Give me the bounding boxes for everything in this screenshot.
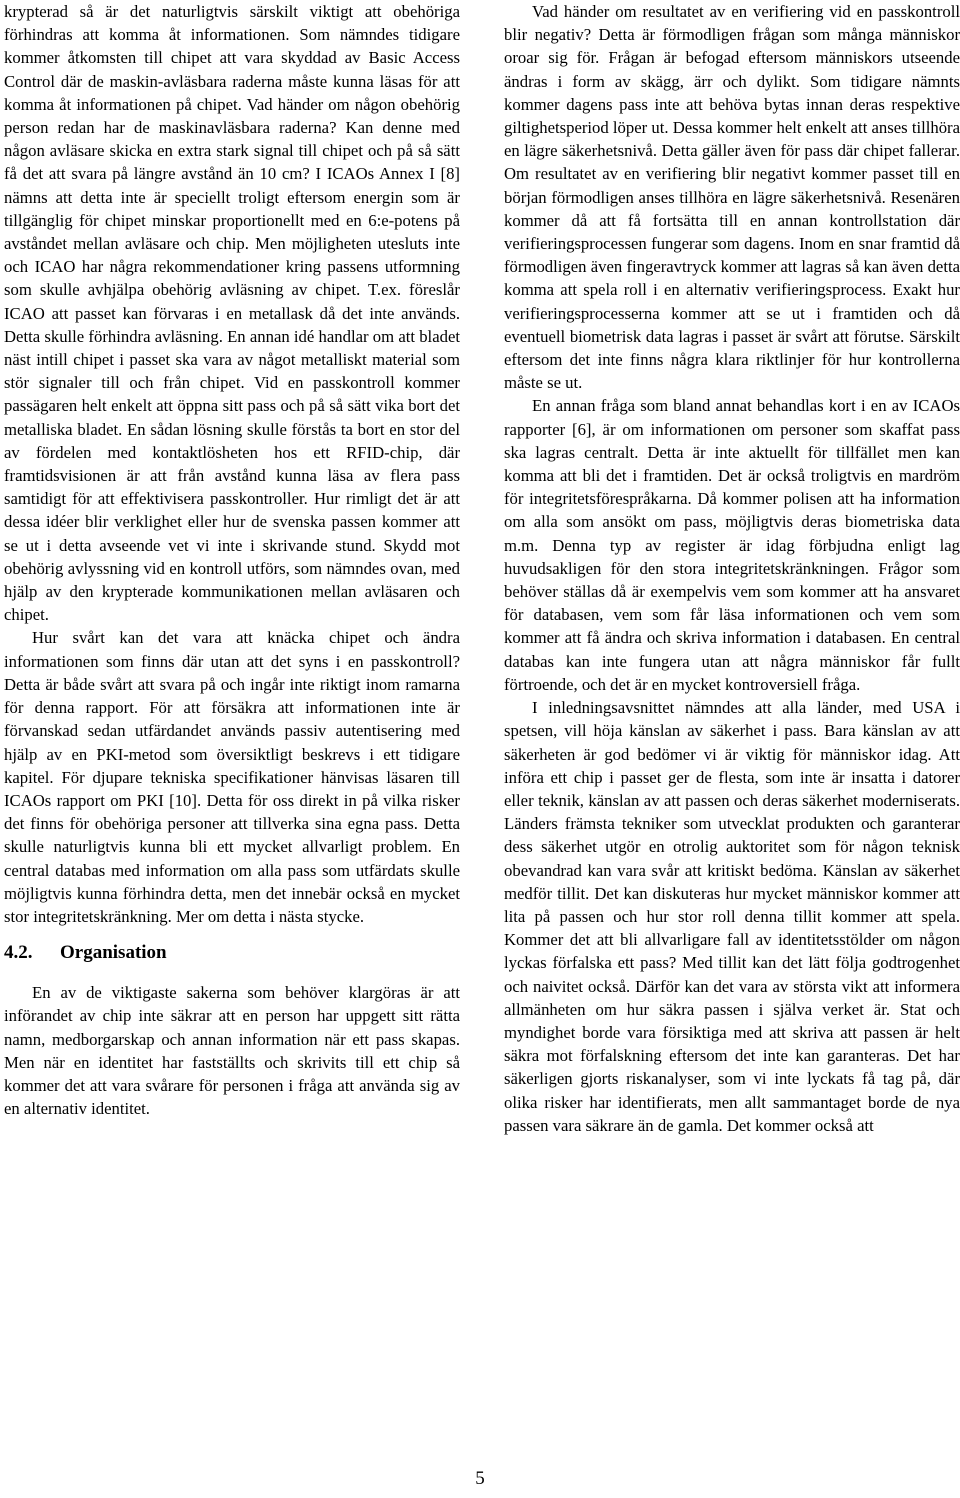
section-heading	[4, 942, 460, 964]
page-number: 5	[475, 1468, 485, 1489]
body-paragraph: Vad händer om resultatet av en verifiering vid en passkontroll blir negativ? Detta är förmodligen frågan som många människor oroar sig för. Frågan är befogad eftersom människors utseende ändras i form av skägg, ärr och dylikt. Som tidigare nämnts kommer dagens pass inte att behöva bytas innan deras respektive giltighetsperiod löper ut. Dessa kommer helt enkelt att anses tillhöra en lägre säkerhetsnivå. Detta gäller även för pass där chipet fallerar. Om resultatet av en verifiering blir negativt kommer passet till en början förmodligen anses tillhöra en lägre säkerhetsnivå. Resenären kommer då att få fortsätta till en annan kontrollstation där verifieringsprocessen fungerar som dagens. Inom en snar framtid då förmodligen även fingeravtryck kommer att lagras så kan även detta komma att spela roll i en alternativ verifieringsprocess. Exakt hur verifieringsprocesserna kommer att se ut i framtiden och då eventuell biometrisk data lagras i passet är svårt att förutse. Särskilt eftersom det inte finns några klara riktlinjer för hur kontrollerna måste se ut.	[504, 2, 960, 393]
section-number: 4.2.	[4, 942, 33, 964]
left-column	[4, 0, 460, 1120]
body-paragraph: I inledningsavsnittet nämndes att alla länder, med USA i spetsen, vill höja känslan av säkerhet i pass. Bara känslan av att säkerheten är god bedömer vi är viktig för människor idag. Att införa ett chip i passet ger de flesta, som inte är insatta i datorer eller teknik, känslan av att passen och deras säkerhet moderniserats. Länders främsta tekniker som utvecklat produkten och garanterar dess säkerhet utgör en otrolig auktoritet som för någon teknisk obevandrad kan vara svår att kritiskt bedöma. Känslan av säkerhet medför tillit. Det kan diskuteras hur mycket människor kommer att lita på passen och hur stor roll denna tillit kommer att spela. Kommer det att bli allvarligare fall av identitetsstölder om någon lyckas förfalska ett pass? Med tillit kan det lätt följa godtrogenhet och naivitet också. Därför kan det vara av största vikt att informera allmänheten om hur säkra passen i själva verket är. Stat och myndighet borde vara försiktiga med att skriva att passen är helt säkra mot förfalskning eftersom det inte kan garanteras. Det har säkerligen gjorts riskanalyser, som vi inte lyckats få tag på, där olika risker har identifierats, men allt sammantaget borde de nya passen vara säkrare än de gamla. Det kommer också att	[504, 698, 960, 1135]
body-paragraph: Hur svårt kan det vara att knäcka chipet och ändra informationen som finns där utan att det syns i en passkontroll? Detta är både svårt att svara på och ingår inte riktigt inom ramarna för denna rapport. För att försäkra att informationen inte är förvanskad sedan utfärdandet används passiv autentisering med hjälp av en PKI-metod som översiktligt beskrevs i ett tidigare kapitel. För djupare tekniska specifikationer hänvisas läsaren till ICAOs rapport om PKI [10]. Detta för oss direkt in på vilka risker det finns för obehöriga personer att tillverka sina egna pass. Detta skulle naturligtvis kunna bli ett mycket allvarligt problem. En central databas med information om alla pass som utfärdats skulle möjligtvis kunna förhindra detta, men det innebär också en mycket stor integritetskränkning. Mer om detta i nästa stycke.	[4, 628, 460, 926]
body-paragraph: En av de viktigaste sakerna som behöver klargöras är att införandet av chip inte säkrar att en person har uppgett sitt rätta namn, medborgarskap och annan information när ett pass skapas. Men när en identitet har fastställts och skrivits till ett chip så kommer det att vara svårare för personen i fråga att använda sig av en alternativ identitet.	[4, 983, 460, 1119]
section-title: Organisation	[60, 942, 167, 964]
body-paragraph: krypterad så är det naturligtvis särskilt viktigt att obehöriga förhindras att komma åt informationen. Som nämndes tidigare kommer åtkomsten till chipet att vara skyddad av Basic Access Control där de maskin-avläsbara raderna måste kunna läsas för att komma åt informationen på chipet. Vad händer om någon obehörig person redan har de maskinavläsbara raderna? Kan denne med någon avläsare skicka en extra stark signal till chipet och på så sätt få det att svara på längre avstånd än 10 cm? I ICAOs Annex I [8] nämns att detta inte är speciellt troligt eftersom energin som är tillgänglig för chipet minskar proportionellt med en 6:e-potens på avståndet mellan avläsare och chip. Men möjligheten utesluts inte och ICAO har några rekommendationer kring passens utformning som skulle avhjälpa obehörig avläsning av chipet. T.ex. föreslår ICAO att passet kan förvaras i en metallask då det inte används. Detta skulle förhindra avläsning. En annan idé handlar om att bladet näst intill chipet i passet ska vara av något metalliskt material som stör signaler till och från chipet. Vid en passkontroll kommer passägaren helt enkelt att öppna sitt pass och på så sätt vika bort det metalliska bladet. En sådan lösning skulle förstås ta bort en stor del av fördelen med kontaktlösheten hos ett RFID-chip, där framtidsvisionen är att från avstånd kunna läsa av flera pass samtidigt för att effektivisera passkontroller. Hur rimligt det är att dessa idéer blir verklighet eller hur de svenska passen kommer att se ut i detta avseende vet vi inte i skrivande stund. Skydd mot obehörig avlyssning vid en kontroll utförs, som nämndes ovan, med hjälp av den krypterade kommunikationen mellan avläsaren och chipet.	[4, 2, 460, 625]
right-column	[504, 0, 960, 1137]
body-paragraph: En annan fråga som bland annat behandlas kort i en av ICAOs rapporter [6], är om informationen om personer som skaffat pass ska lagras centralt. Detta är inte aktuellt för tillfället men kan komma att bli det i framtiden. Det är också troligtvis en mardröm för integritetsförespråkarna. Då kommer polisen att ha information om alla som ansökt om pass, möjligtvis deras biometriska data m.m. Denna typ av register är idag förbjudna enligt lag huvudsakligen för den stora integritetskränkningen. Frågor som behöver ställas då är exempelvis vem som kommer att ha ansvaret för databasen, vem som får läsa informationen och vem som kommer att få ändra och skriva information i databasen. En central databas kan inte fungera utan att några människor får fullt förtroende, och det är en mycket kontroversiell fråga.	[504, 396, 960, 694]
